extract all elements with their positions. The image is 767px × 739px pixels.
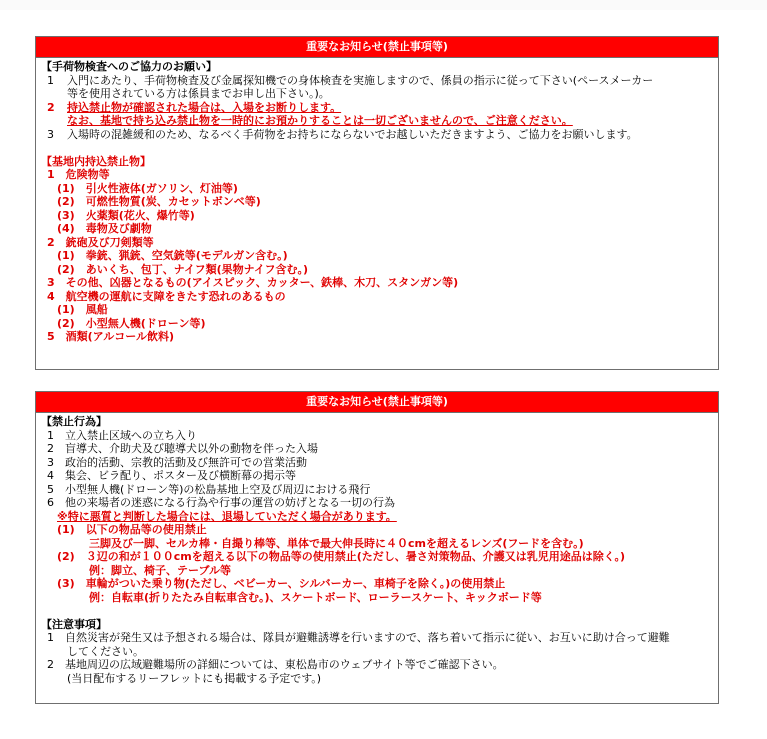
- act-item: 3 政治的活動、宗教的活動及び無許可での営業活動: [47, 455, 307, 469]
- baggage-item-3: [41, 128, 714, 142]
- act-item: 2 盲導犬、介助犬及び聴導犬以外の動物を伴った入場: [47, 442, 318, 455]
- list-item: (2) あいくち、包丁、ナイフ類(果物ナイフ含む。): [57, 262, 309, 276]
- section-title-prohibited: 【基地内持込禁止物】: [41, 154, 151, 168]
- note-item-cont: してください。: [67, 644, 144, 658]
- notice-header: 重要なお知らせ(禁止事項等): [36, 37, 718, 58]
- act-item: 6 他の来場者の迷惑になる行為や行事の運営の妨げとなる一切の行為: [47, 496, 395, 509]
- restriction-title: (1) 以下の物品等の使用禁止: [57, 523, 207, 536]
- list-item: 2 銃砲及び刀剣類等: [47, 235, 154, 249]
- section-title-prohibited-acts: 【禁止行為】: [41, 415, 107, 428]
- restriction-detail: 三脚及び一脚、セルカ棒・自撮り棒等、単体で最大伸長時に４０cmを超えるレンズ(フードを含む。): [89, 536, 584, 550]
- top-strip: [0, 0, 767, 10]
- item-text: 入門にあたり、手荷物検査及び金属探知機での身体検査を実施しますので、係員の指示に従って下さい(ペースメーカー: [67, 73, 654, 87]
- act-item: 5 小型無人機(ドローン等)の松島基地上空及び周辺における飛行: [47, 482, 371, 496]
- baggage-item-1-cont: 等を使用されている方は係員までお申し出下さい。)。: [67, 87, 330, 100]
- warning-note: ※特に悪質と判断した場合には、退場していただく場合があります。: [57, 509, 397, 523]
- notice-content: [36, 58, 718, 344]
- list-item: 3 その他、凶器となるもの(アイスピック、カッター、鉄棒、木刀、スタンガン等): [47, 276, 459, 289]
- list-item: (4) 毒物及び劇物: [57, 222, 152, 235]
- list-item: 5 酒類(アルコール飲料): [47, 330, 175, 343]
- list-item: 1 危険物等: [47, 168, 110, 181]
- baggage-item-2-cont: なお、基地で持ち込み禁止物を一時的にお預かりすることは一切ございませんので、ご注意ください。: [67, 114, 573, 127]
- item-text: 持込禁止物が確認された場合は、入場をお断りします。: [67, 100, 342, 114]
- notice-content: [36, 413, 718, 685]
- note-item: 2 基地周辺の広域避難場所の詳細については、東松島市のウェブサイト等でご確認下さい。: [47, 658, 504, 671]
- list-item: (3) 火薬類(花火、爆竹等): [57, 208, 195, 222]
- notice-header: 重要なお知らせ(禁止事項等): [36, 392, 718, 413]
- item-number: 3: [47, 127, 54, 141]
- restriction-title: (2) ３辺の和が１００cmを超える以下の物品等の使用禁止(ただし、暑さ対策物品、介護又は乳児用途品は除く。): [57, 550, 626, 563]
- prohibited-list: [41, 168, 714, 344]
- section-title-baggage: 【手荷物検査へのご協力のお願い】: [41, 60, 217, 73]
- notice-box-items: [35, 36, 719, 370]
- item-number: 1: [47, 73, 54, 87]
- baggage-item-1: [41, 74, 714, 88]
- notice-box-acts: [35, 391, 719, 704]
- list-item: (2) 可燃性物質(炭、カセットボンベ等): [57, 195, 261, 208]
- act-item: 4 集会、ビラ配り、ポスター及び横断幕の掲示等: [47, 469, 296, 482]
- section-title-notes: 【注意事項】: [41, 617, 107, 631]
- restriction-title: (3) 車輪がついた乗り物(ただし、ベビーカー、シルバーカー、車椅子を除く。)の使用禁止: [57, 577, 506, 590]
- list-item: (2) 小型無人機(ドローン等): [57, 316, 206, 330]
- act-item: 1 立入禁止区域への立ち入り: [47, 428, 197, 442]
- list-item: (1) 風船: [57, 303, 108, 316]
- note-item: 1 自然災害が発生又は予想される場合は、隊員が避難誘導を行いますので、落ち着いて指示に従い、お互いに助け合って避難: [47, 631, 670, 644]
- list-item: (1) 引火性液体(ガソリン、灯油等): [57, 181, 238, 195]
- restriction-detail: 例：脚立、椅子、テーブル等: [89, 563, 232, 577]
- list-item: (1) 拳銃、猟銃、空気銃等(モデルガン含む。): [57, 249, 288, 262]
- item-text: 入場時の混雑緩和のため、なるべく手荷物をお持ちにならないでお越しいただきますよう、ご協力をお願いします。: [67, 127, 638, 141]
- restriction-detail: 例：自転車(折りたたみ自転車含む。)、スケートボード、ローラースケート、キックボード等: [89, 590, 542, 604]
- list-item: 4 航空機の運航に支障をきたす恐れのあるもの: [47, 289, 286, 303]
- note-item-cont: (当日配布するリーフレットにも掲載する予定です。): [67, 671, 322, 685]
- item-number: 2: [47, 100, 55, 114]
- baggage-item-2: [41, 101, 714, 115]
